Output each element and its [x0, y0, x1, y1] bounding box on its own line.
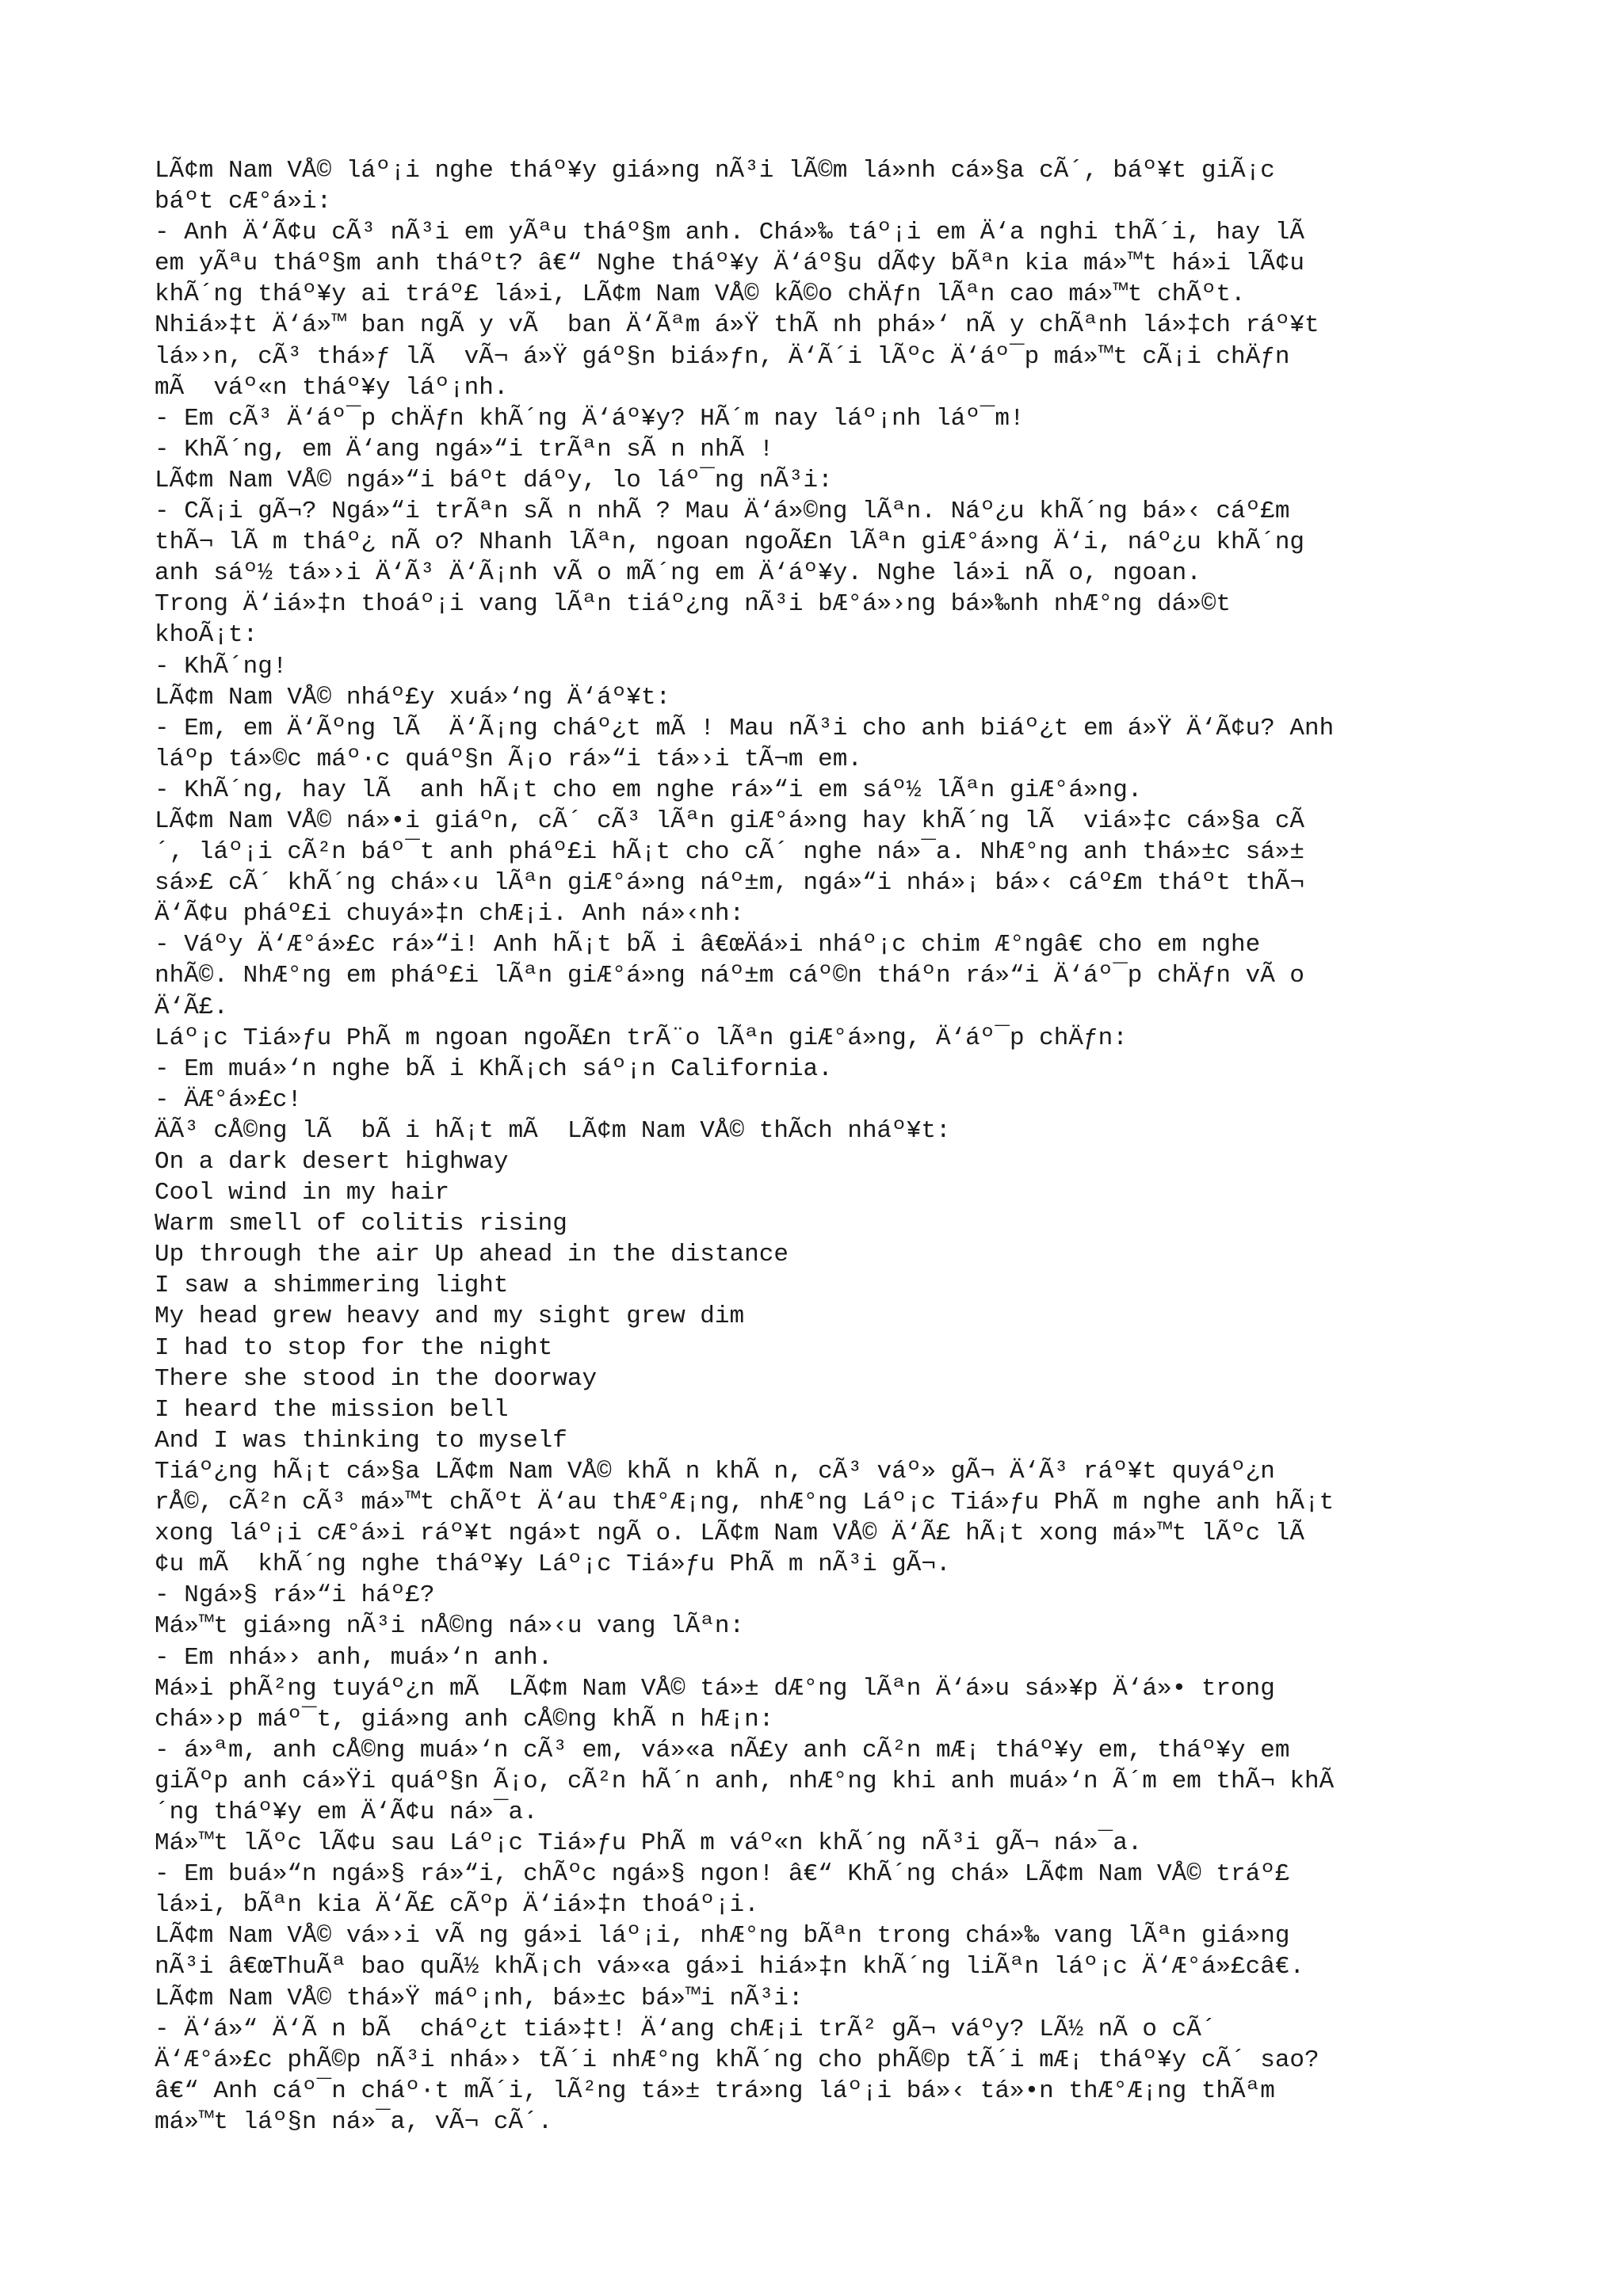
text-line: LÃ¢m Nam VÅ© ná»•i giáºn, cÃ´ cÃ³ lÃªn giÆ°á»ng hay khÃ´ng lÃ viá»‡c cá»§a cÃ [155, 807, 1305, 835]
text-line: - KhÃ´ng, em Ä‘ang ngá»“i trÃªn sÃ n nhÃ ! [155, 435, 774, 463]
text-line: - Em buá»“n ngá»§ rá»“i, chÃºc ngá»§ ngon! â€“ KhÃ´ng chá» LÃ¢m Nam VÅ© tráº£ [155, 1860, 1290, 1889]
text-line: LÃ¢m Nam VÅ© vá»›i vÃ ng gá»i láº¡i, nhÆ°ng bÃªn trong chá»‰ vang lÃªn giá»ng [155, 1922, 1290, 1951]
text-line: Tiáº¿ng hÃ¡t cá»§a LÃ¢m Nam VÅ© khÃ n khÃ n, cÃ³ váº» gÃ¬ Ä‘Ã³ ráº¥t quyáº¿n [155, 1457, 1275, 1486]
text-line: anh sáº½ tá»›i Ä‘Ã³ Ä‘Ã¡nh vÃ o mÃ´ng em Ä‘áº¥y. Nghe lá»i nÃ o, ngoan. [155, 559, 1201, 588]
text-line: ´, láº¡i cÃ²n báº¯t anh pháº£i hÃ¡t cho cÃ´ nghe ná»¯a. NhÆ°ng anh thá»±c sá»± [155, 838, 1305, 867]
text-line: - Em cÃ³ Ä‘áº¯p chÄƒn khÃ´ng Ä‘áº¥y? HÃ´m nay láº¡nh láº¯m! [155, 404, 1025, 433]
text-line: mÃ váº«n tháº¥y láº¡nh. [155, 373, 509, 402]
text-line: khÃ´ng tháº¥y ai tráº£ lá»i, LÃ¢m Nam VÅ© kÃ©o chÄƒn lÃªn cao má»™t chÃºt. [155, 280, 1246, 309]
text-line: - Em muá»‘n nghe bÃ i KhÃ¡ch sáº¡n California. [155, 1055, 833, 1083]
text-line: - Em nhá»› anh, muá»‘n anh. [155, 1643, 553, 1672]
text-line: ¢u mÃ khÃ´ng nghe tháº¥y Láº¡c Tiá»ƒu PhÃ m nÃ³i gÃ¬. [155, 1550, 951, 1579]
text-line: LÃ¢m Nam VÅ© thá»Ÿ máº¡nh, bá»±c bá»™i nÃ³i: [155, 1984, 804, 2012]
text-line: Up through the air Up ahead in the distance [155, 1241, 789, 1269]
text-line: LÃ¢m Nam VÅ© nháº£y xuá»‘ng Ä‘áº¥t: [155, 683, 671, 711]
text-line: - Ä‘á»“ Ä‘Ã n bÃ cháº¿t tiá»‡t! Ä‘ang chÆ¡i trÃ² gÃ¬ váºy? LÃ½ nÃ o cÃ´ [155, 2015, 1216, 2043]
text-line: - CÃ¡i gÃ¬? Ngá»“i trÃªn sÃ n nhÃ ? Mau Ä‘á»©ng lÃªn. Náº¿u khÃ´ng bá»‹ cáº£m [155, 498, 1290, 526]
text-line: I had to stop for the night [155, 1333, 553, 1362]
text-line: chá»›p máº¯t, giá»ng anh cÅ©ng khÃ n hÆ¡n: [155, 1705, 774, 1733]
text-line: LÃ¢m Nam VÅ© láº¡i nghe tháº¥y giá»ng nÃ³i lÃ©m lá»nh cá»§a cÃ´, báº¥t giÃ¡c [155, 157, 1275, 185]
text-line: - Em, em Ä‘Ãºng lÃ Ä‘Ã¡ng cháº¿t mÃ ! Mau nÃ³i cho anh biáº¿t em á»Ÿ Ä‘Ã¢u? Anh [155, 714, 1335, 742]
text-line: - KhÃ´ng! [155, 652, 288, 681]
text-line: rÅ©, cÃ²n cÃ³ má»™t chÃºt Ä‘au thÆ°Æ¡ng, nhÆ°ng Láº¡c Tiá»ƒu PhÃ m nghe anh hÃ¡t [155, 1489, 1335, 1517]
text-line: Nhiá»‡t Ä‘á»™ ban ngÃ y vÃ ban Ä‘Ãªm á»Ÿ thÃ nh phá»‘ nÃ y chÃªnh lá»‡ch ráº¥t [155, 311, 1319, 340]
text-line: khoÃ¡t: [155, 621, 258, 650]
text-line: sá»£ cÃ´ khÃ´ng chá»‹u lÃªn giÆ°á»ng náº±m, ngá»“i nhá»¡ bá»‹ cáº£m tháºt thÃ¬ [155, 869, 1305, 898]
text-line: giÃºp anh cá»Ÿi quáº§n Ã¡o, cÃ²n hÃ´n anh, nhÆ°ng khi anh muá»‘n Ã´m em thÃ¬ khÃ [155, 1767, 1335, 1795]
text-line: thÃ¬ lÃ m tháº¿ nÃ o? Nhanh lÃªn, ngoan ngoÃ£n lÃªn giÆ°á»ng Ä‘i, náº¿u khÃ´ng [155, 528, 1305, 557]
text-line: láºp tá»©c máº·c quáº§n Ã¡o rá»“i tá»›i tÃ¬m em. [155, 745, 862, 773]
text-line: â€“ Anh cáº¯n cháº·t mÃ´i, lÃ²ng tá»± trá»ng láº¡i bá»‹ tá»•n thÆ°Æ¡ng thÃªm [155, 2077, 1275, 2105]
text-line: I saw a shimmering light [155, 1272, 509, 1300]
text-line: Má»™t giá»ng nÃ³i nÅ©ng ná»‹u vang lÃªn: [155, 1612, 745, 1641]
text-line: nÃ³i â€œThuÃª bao quÃ½ khÃ¡ch vá»«a gá»i hiá»‡n khÃ´ng liÃªn láº¡c Ä‘Æ°á»£câ€. [155, 1953, 1305, 1981]
text-line: LÃ¢m Nam VÅ© ngá»“i báºt dáºy, lo láº¯ng nÃ³i: [155, 466, 833, 494]
text-line: Má»™t lÃºc lÃ¢u sau Láº¡c Tiá»ƒu PhÃ m váº«n khÃ´ng nÃ³i gÃ¬ ná»¯a. [155, 1829, 1143, 1858]
text-line: - Anh Ä‘Ã¢u cÃ³ nÃ³i em yÃªu tháº§m anh. Chá»‰ táº¡i em Ä‘a nghi thÃ´i, hay lÃ [155, 219, 1319, 247]
text-line: - á»ªm, anh cÅ©ng muá»‘n cÃ³ em, vá»«a nÃ£y anh cÃ²n mÆ¡ tháº¥y em, tháº¥y em [155, 1736, 1290, 1764]
text-line: ´ng tháº¥y em Ä‘Ã¢u ná»¯a. [155, 1798, 538, 1826]
text-line: Má»i phÃ²ng tuyáº¿n mÃ LÃ¢m Nam VÅ© tá»± dÆ°ng lÃªn Ä‘á»u sá»¥p Ä‘á»• trong [155, 1674, 1275, 1703]
document-body [155, 155, 1502, 2138]
text-line: Trong Ä‘iá»‡n thoáº¡i vang lÃªn tiáº¿ng nÃ³i bÆ°á»›ng bá»‰nh nhÆ°ng dá»©t [155, 590, 1232, 619]
text-line: báºt cÆ°á»i: [155, 188, 332, 216]
text-line: Ä‘Ã£. [155, 993, 229, 1021]
text-line: And I was thinking to myself [155, 1426, 567, 1455]
text-line: lá»›n, cÃ³ thá»ƒ lÃ vÃ¬ á»Ÿ gáº§n biá»ƒn, Ä‘Ã´i lÃºc Ä‘áº¯p má»™t cÃ¡i chÄƒn [155, 342, 1290, 371]
text-line: Ä‘Æ°á»£c phÃ©p nÃ³i nhá»› tÃ´i nhÆ°ng khÃ´ng cho phÃ©p tÃ´i mÆ¡ tháº¥y cÃ´ sao? [155, 2046, 1319, 2074]
text-line: má»™t láº§n ná»¯a, vÃ¬ cÃ´. [155, 2107, 553, 2136]
text-line: - Ngá»§ rá»“i háº£? [155, 1581, 435, 1610]
text-line: lá»i, bÃªn kia Ä‘Ã£ cÃºp Ä‘iá»‡n thoáº¡i. [155, 1891, 759, 1920]
text-line: Warm smell of colitis rising [155, 1210, 567, 1238]
text-line: xong láº¡i cÆ°á»i ráº¥t ngá»t ngÃ o. LÃ¢m Nam VÅ© Ä‘Ã£ hÃ¡t xong má»™t lÃºc lÃ [155, 1520, 1305, 1548]
text-line: em yÃªu tháº§m anh tháºt? â€“ Nghe tháº¥y Ä‘áº§u dÃ¢y bÃªn kia má»™t há»i lÃ¢u [155, 250, 1305, 278]
text-line: Cool wind in my hair [155, 1179, 450, 1207]
text-line: My head grew heavy and my sight grew dim [155, 1302, 745, 1331]
text-line: Láº¡c Tiá»ƒu PhÃ m ngoan ngoÃ£n trÃ¨o lÃªn giÆ°á»ng, Ä‘áº¯p chÄƒn: [155, 1024, 1128, 1052]
text-line: There she stood in the doorway [155, 1364, 598, 1393]
text-line: Ä‘Ã¢u pháº£i chuyá»‡n chÆ¡i. Anh ná»‹nh: [155, 900, 745, 929]
text-line: - KhÃ´ng, hay lÃ anh hÃ¡t cho em nghe rá»“i em sáº½ lÃªn giÆ°á»ng. [155, 776, 1143, 804]
text-line: - Váºy Ä‘Æ°á»£c rá»“i! Anh hÃ¡t bÃ i â€œÄá»i nháº¡c chim Æ°ngâ€ cho em nghe [155, 931, 1261, 959]
text-line: - ÄÆ°á»£c! [155, 1085, 303, 1114]
text-line: nhÃ©. NhÆ°ng em pháº£i lÃªn giÆ°á»ng náº±m cáº©n tháºn rá»“i Ä‘áº¯p chÄƒn vÃ o [155, 962, 1305, 990]
text-line: I heard the mission bell [155, 1395, 509, 1424]
text-line: On a dark desert highway [155, 1148, 509, 1176]
text-line: ÄÃ³ cÅ©ng lÃ bÃ i hÃ¡t mÃ LÃ¢m Nam VÅ© thÃch nháº¥t: [155, 1116, 951, 1145]
